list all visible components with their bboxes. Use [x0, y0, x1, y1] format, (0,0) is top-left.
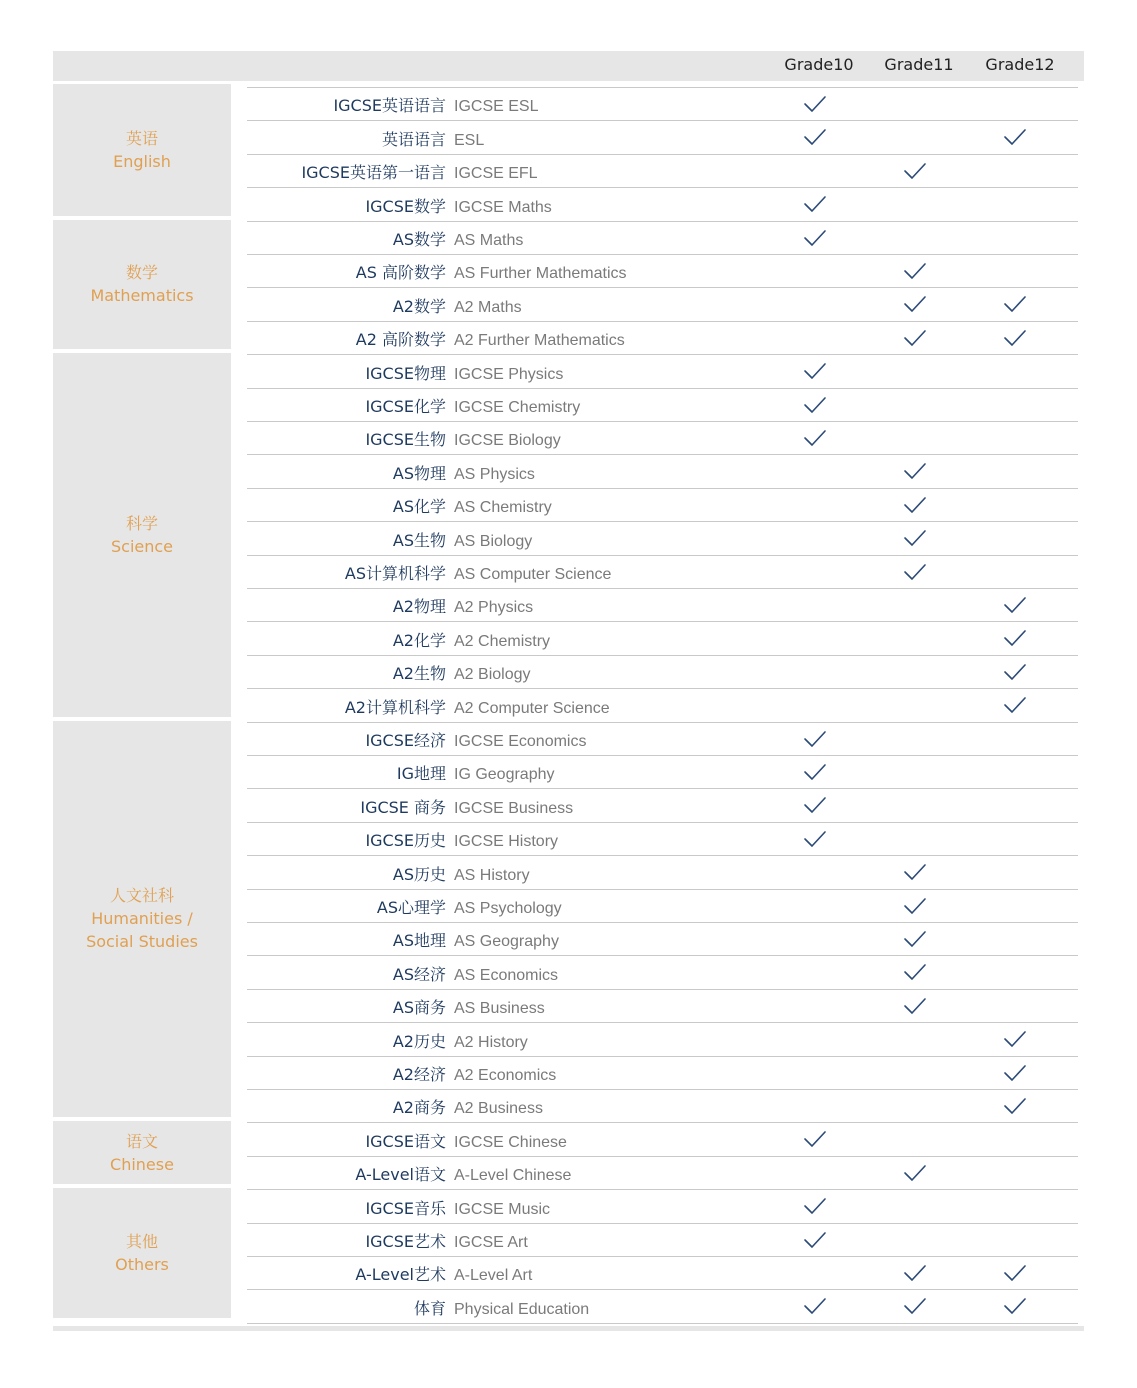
course-en: A2 History: [454, 1033, 528, 1051]
checkmark-icon: [903, 929, 927, 949]
category-zh: 语文: [125, 1131, 158, 1151]
checkmark-icon: [1003, 695, 1027, 715]
table-row: [247, 222, 1078, 255]
course-zh: IGCSE音乐: [365, 1198, 446, 1218]
checkmark-icon: [803, 361, 827, 381]
category-zh: 数学: [125, 263, 158, 283]
course-en: AS Biology: [454, 532, 533, 550]
table-row: [247, 990, 1078, 1023]
course-zh: AS计算机科学: [344, 563, 446, 583]
table-row: [247, 355, 1078, 388]
course-en: AS Computer Science: [454, 565, 612, 583]
course-zh: AS地理: [392, 931, 446, 951]
course-zh: AS商务: [392, 998, 446, 1018]
table-row: [247, 823, 1078, 856]
checkmark-icon: [1003, 328, 1027, 348]
checkmark-icon: [803, 829, 827, 849]
checkmark-icon: [1003, 127, 1027, 147]
category-en: Social Studies: [86, 932, 198, 952]
category-block: [53, 353, 231, 716]
course-en: IGCSE History: [454, 833, 559, 851]
category-label: [86, 884, 198, 953]
category-en: Mathematics: [90, 286, 194, 306]
table-row: [247, 1190, 1078, 1223]
table-row: [247, 556, 1078, 589]
table-row: [247, 923, 1078, 956]
course-en: Physical Education: [454, 1300, 590, 1318]
category-block: [53, 1188, 231, 1318]
course-en: IGCSE Chinese: [454, 1133, 567, 1151]
checkmark-icon: [803, 1296, 827, 1316]
checkmark-icon: [903, 1263, 927, 1283]
category-label: [111, 512, 173, 558]
checkmark-icon: [903, 261, 927, 281]
table-row: [247, 589, 1078, 622]
course-zh: A2 高阶数学: [355, 330, 446, 350]
table-row: [247, 622, 1078, 655]
course-en: IGCSE EFL: [454, 165, 538, 183]
category-zh: 英语: [125, 128, 158, 148]
checkmark-icon: [803, 428, 827, 448]
course-zh: AS 高阶数学: [355, 263, 446, 283]
course-zh: IG地理: [396, 764, 446, 784]
course-zh: 体育: [413, 1298, 446, 1318]
header-bar: [53, 51, 1084, 81]
checkmark-icon: [803, 1196, 827, 1216]
course-zh: IGCSE化学: [365, 396, 446, 416]
checkmark-icon: [803, 1230, 827, 1250]
table-row: [247, 1290, 1078, 1323]
category-block: [53, 220, 231, 350]
course-zh: IGCSE经济: [365, 730, 446, 750]
table-row: [247, 723, 1078, 756]
course-zh: A2化学: [392, 630, 446, 650]
checkmark-icon: [903, 1296, 927, 1316]
category-en: Chinese: [110, 1154, 174, 1174]
course-zh: IGCSE语文: [365, 1131, 446, 1151]
course-en: IGCSE ESL: [454, 98, 539, 116]
category-block: [53, 84, 231, 216]
course-zh: AS心理学: [376, 897, 446, 917]
category-en: Science: [110, 536, 174, 556]
course-zh: AS物理: [392, 463, 446, 483]
category-zh: 科学: [125, 513, 158, 533]
course-zh: A2数学: [392, 296, 446, 316]
table-row: [247, 489, 1078, 522]
checkmark-icon: [803, 1129, 827, 1149]
course-zh: IGCSE数学: [365, 196, 446, 216]
category-zh: 人文社科: [109, 886, 174, 906]
course-en: A2 Business: [454, 1100, 543, 1118]
checkmark-icon: [1003, 1029, 1027, 1049]
category-block: [53, 1121, 231, 1184]
table-row: [247, 255, 1078, 288]
checkmark-icon: [903, 328, 927, 348]
category-label: [90, 261, 193, 307]
checkmark-icon: [903, 161, 927, 181]
course-en: AS History: [454, 866, 530, 884]
course-en: A-Level Art: [454, 1267, 533, 1285]
table-row: [247, 288, 1078, 321]
category-zh: 其他: [125, 1231, 158, 1251]
table-row: [247, 389, 1078, 422]
table-row: [247, 155, 1078, 188]
course-en: AS Psychology: [454, 899, 562, 917]
table-row: [247, 522, 1078, 555]
table-row: [247, 1090, 1078, 1123]
course-en: A2 Chemistry: [454, 632, 551, 650]
course-en: IGCSE Business: [454, 799, 574, 817]
course-zh: A2计算机科学: [344, 697, 446, 717]
course-en: IGCSE Maths: [454, 198, 552, 216]
course-en: A2 Biology: [454, 666, 531, 684]
checkmark-icon: [803, 762, 827, 782]
course-en: IGCSE Economics: [454, 732, 587, 750]
course-zh: IGCSE英语第一语言: [301, 163, 446, 183]
category-block: [53, 721, 231, 1118]
checkmark-icon: [903, 461, 927, 481]
course-zh: IGCSE 商务: [360, 797, 446, 817]
checkmark-icon: [803, 127, 827, 147]
table-row: [247, 1123, 1078, 1156]
course-en: A2 Computer Science: [454, 699, 610, 717]
table-row: [247, 756, 1078, 789]
course-grade-table: [53, 51, 1084, 1331]
course-en: ESL: [454, 131, 485, 149]
category-en: Humanities /: [91, 909, 193, 929]
course-en: IGCSE Physics: [454, 365, 564, 383]
category-en: Others: [115, 1254, 169, 1274]
checkmark-icon: [903, 528, 927, 548]
table-row: [247, 422, 1078, 455]
course-en: IGCSE Chemistry: [454, 398, 581, 416]
course-zh: AS化学: [392, 497, 446, 517]
course-en: IGCSE Music: [454, 1200, 551, 1218]
checkmark-icon: [803, 395, 827, 415]
course-zh: 英语语言: [381, 129, 446, 149]
course-en: A2 Further Mathematics: [454, 332, 625, 350]
table-row: [247, 88, 1078, 121]
course-en: A2 Physics: [454, 599, 534, 617]
course-zh: IGCSE艺术: [365, 1231, 446, 1251]
category-label: [110, 1130, 174, 1176]
course-en: A2 Economics: [454, 1066, 557, 1084]
course-zh: A2历史: [392, 1031, 446, 1051]
category-label: [113, 127, 171, 173]
checkmark-icon: [803, 194, 827, 214]
table-row: [247, 1257, 1078, 1290]
course-zh: AS生物: [392, 530, 446, 550]
table-row: [247, 322, 1078, 355]
checkmark-icon: [1003, 628, 1027, 648]
checkmark-icon: [903, 962, 927, 982]
checkmark-icon: [903, 896, 927, 916]
table-row: [247, 890, 1078, 923]
category-label: [115, 1230, 169, 1276]
course-en: AS Geography: [454, 933, 559, 951]
checkmark-icon: [903, 562, 927, 582]
table-row: [247, 1023, 1078, 1056]
course-zh: AS经济: [392, 964, 446, 984]
checkmark-icon: [803, 94, 827, 114]
table-row: [247, 1157, 1078, 1190]
checkmark-icon: [1003, 1263, 1027, 1283]
grade-12-header: Grade12: [985, 55, 1055, 74]
checkmark-icon: [1003, 1096, 1027, 1116]
table-row: [247, 1057, 1078, 1090]
course-zh: A2经济: [392, 1064, 446, 1084]
course-zh: A-Level语文: [355, 1165, 446, 1185]
checkmark-icon: [903, 1163, 927, 1183]
table-row: [247, 121, 1078, 154]
course-zh: A-Level艺术: [355, 1265, 446, 1285]
checkmark-icon: [803, 228, 827, 248]
checkmark-icon: [1003, 294, 1027, 314]
course-en: AS Physics: [454, 465, 535, 483]
course-zh: A2商务: [392, 1098, 446, 1118]
course-en: IG Geography: [454, 766, 555, 784]
table-row: [247, 789, 1078, 822]
checkmark-icon: [903, 495, 927, 515]
table-row: [247, 856, 1078, 889]
checkmark-icon: [903, 862, 927, 882]
course-zh: IGCSE英语语言: [333, 96, 446, 116]
course-en: IGCSE Biology: [454, 432, 561, 450]
checkmark-icon: [1003, 662, 1027, 682]
course-en: A2 Maths: [454, 298, 522, 316]
course-en: AS Further Mathematics: [454, 265, 627, 283]
course-zh: A2物理: [392, 597, 446, 617]
table-row: [247, 1224, 1078, 1257]
course-zh: AS历史: [392, 864, 446, 884]
checkmark-icon: [903, 294, 927, 314]
course-zh: IGCSE历史: [365, 831, 446, 851]
checkmark-icon: [1003, 1063, 1027, 1083]
category-en: English: [113, 151, 171, 171]
table-row: [247, 455, 1078, 488]
course-en: IGCSE Art: [454, 1233, 528, 1251]
grade-11-header: Grade11: [884, 55, 954, 74]
course-zh: AS数学: [392, 229, 446, 249]
checkmark-icon: [903, 996, 927, 1016]
grade-10-header: Grade10: [784, 55, 854, 74]
footer-bar: [53, 1326, 1084, 1331]
course-en: AS Economics: [454, 966, 559, 984]
checkmark-icon: [1003, 595, 1027, 615]
course-zh: IGCSE物理: [365, 363, 446, 383]
table-row: [247, 956, 1078, 989]
course-zh: A2生物: [392, 664, 446, 684]
table-row: [247, 188, 1078, 221]
checkmark-icon: [803, 795, 827, 815]
checkmark-icon: [1003, 1296, 1027, 1316]
course-zh: IGCSE生物: [365, 430, 446, 450]
course-en: A-Level Chinese: [454, 1167, 572, 1185]
course-en: AS Chemistry: [454, 499, 552, 517]
course-en: AS Maths: [454, 231, 524, 249]
table-row: [247, 656, 1078, 689]
checkmark-icon: [803, 729, 827, 749]
table-row: [247, 689, 1078, 722]
course-en: AS Business: [454, 1000, 545, 1018]
